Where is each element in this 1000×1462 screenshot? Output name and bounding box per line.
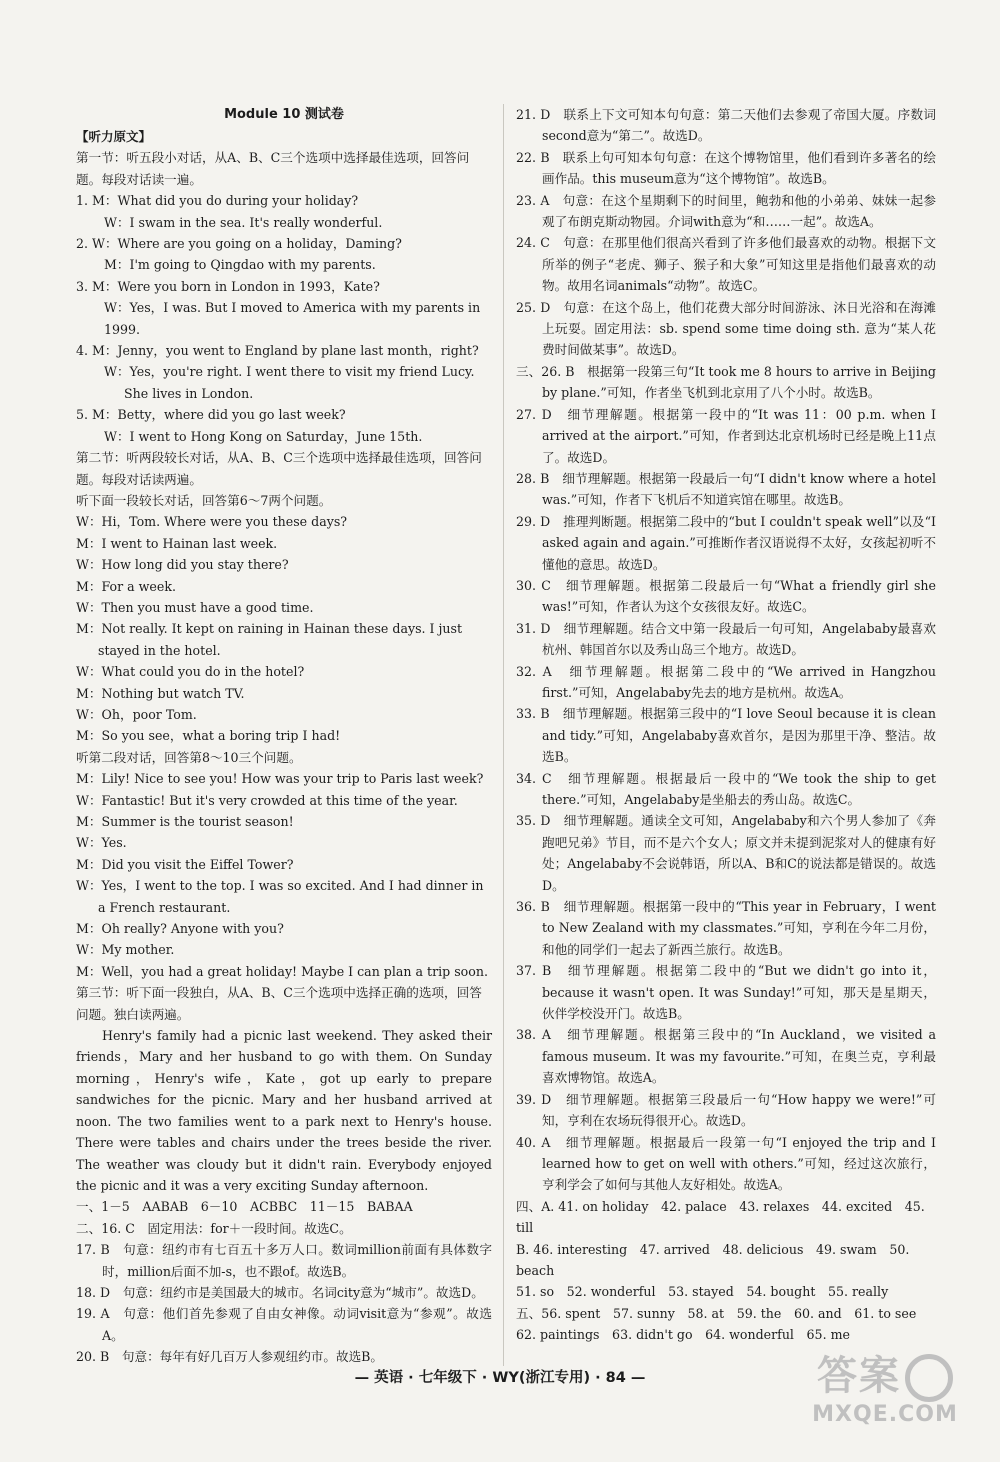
answer-item: 17. B 句意：纽约市有七百五十多万人口。数词million前面有具体数字时，million后面不加-s，也不跟of。故选B。 — [76, 1242, 492, 1279]
answers-section-1: 一、1－5 AABAB 6－10 ACBBC 11－15 BABAA — [76, 1199, 413, 1215]
answer-item: 21. D 联系上下文可知本句句意：第二天他们去参观了帝国大厦。序数词second意为“第二”。故选D。 — [516, 107, 936, 144]
dialogue-line: M：Summer is the tourist season! — [76, 814, 294, 829]
answer-item: 31. D 细节理解题。结合文中第一段最后一句可知，Angelababy最喜欢杭州、韩国首尔以及秀山岛三个地方。故选D。 — [516, 620, 936, 658]
dialogue-line: W：Yes，I went to the top. I was so excited. And I had dinner in a French restaurant. — [76, 878, 484, 915]
answer-item: 19. A 句意：他们首先参观了自由女神像。动词visit意为“参观”。故选A。 — [76, 1306, 492, 1343]
column-divider — [503, 104, 504, 1366]
dialogue-line: M：Oh really? Anyone with you? — [76, 921, 284, 937]
dialogue-line: M：Not really. It kept on raining in Hainan these days. I just stayed in the hotel. — [76, 621, 463, 658]
dialogue-line: W：Then you must have a good time. — [76, 599, 314, 615]
dialogue-line: W：I swam in the sea. It's really wonderful. — [104, 214, 383, 230]
answer-item: 38. A 细节理解题。根据第三段中的“In Auckland，we visited a famous museum. It was my favourite.”可知，在奥兰克，亨利最喜欢博物馆。故选A。 — [516, 1027, 936, 1086]
watermark-logo — [790, 1350, 980, 1448]
answer-item: 37. B 细节理解题。根据第二段中的“But we didn't go into it，because it wasn't open. It was Sunday!”可知，那天是星期天，伙伴学校没开门。故选B。 — [516, 963, 936, 1022]
answer-item: 二、16. C 固定用法：for＋一段时间。故选C。 — [76, 1220, 352, 1236]
watermark-url: MXQE.COM — [812, 1402, 958, 1427]
answer-item: 35. D 细节理解题。通读全文可知，Angelababy和六个男人参加了《奔跑吧兄弟》节目，而不是六个女人；原文并未提到泥浆对人的健康有好处；Angelababy不会说韩语，所以A、B和C的说法都是错误的。故选D。 — [516, 813, 936, 893]
answer-item: 23. A 句意：在这个星期剩下的时间里，鲍勃和他的小弟弟、妹妹一起参观了布朗克斯动物园。介词with意为“和……一起”。故选A。 — [516, 192, 936, 230]
left-column — [76, 104, 492, 1368]
answer-item: 33. B 细节理解题。根据第三段中的“I love Seoul because it is clean and tidy.”可知，Angelababy喜欢首尔，是因为那里干净、整洁。故选B。 — [516, 706, 936, 765]
instruction-2a: 听下面一段较长对话，回答第6～7两个问题。 — [76, 492, 332, 508]
answers-section-4b: B. 46. interesting 47. arrived 48. delicious 49. swam 50. beach — [516, 1241, 910, 1278]
answer-item: 三、26. B 根据第一段第三句“It took me 8 hours to arrive in Beijing by plane.”可知，作者坐飞机到北京用了八个小时。故选B。 — [516, 363, 936, 401]
dialogue-line: M：Did you visit the Eiffel Tower? — [76, 856, 294, 872]
dialogue-line: 5. M：Betty，where did you go last week? — [76, 407, 346, 423]
dialogue-line: W：How long did you stay there? — [76, 557, 289, 573]
dialogue-line: W：My mother. — [76, 942, 175, 958]
answers-section-4a: 四、A. 41. on holiday 42. palace 43. relaxes 44. excited 45. till — [516, 1198, 925, 1236]
answer-item: 29. D 推理判断题。根据第二段中的“but I couldn't speak well”以及“I asked again and again.”可推断作者汉语说得不太好，女孩起初听不懂他的意思。故选D。 — [516, 513, 936, 572]
dialogue-line: M：For a week. — [76, 578, 176, 594]
page-footer: — 英语 · 七年级下 · WY(浙江专用) · 84 — — [354, 1370, 646, 1386]
answer-item: 40. A 细节理解题。根据最后一段第一句“I enjoyed the trip and I learned how to get on well with others.”可知，经过这次旅行，亨利学会了如何与其他人友好相处。故选A。 — [516, 1134, 936, 1193]
dialogue-line: 2. W：Where are you going on a holiday，Daming? — [76, 236, 402, 252]
right-column — [516, 104, 936, 1346]
instruction-3: 第三节：听下面一段独白，从A、B、C三个选项中选择正确的选项，回答问题。独白读两遍。 — [76, 985, 482, 1022]
watermark-logo-text: 答案 — [790, 1350, 980, 1402]
instruction-2b: 听第二段对话，回答第8～10三个问题。 — [76, 749, 302, 765]
answer-item: 27. D 细节理解题。根据第一段中的“It was 11：00 p.m. when I arrived at the airport.”可知，作者到达北京机场时已经是晚上11点了。故选D。 — [516, 406, 936, 465]
dialogue-line: M：I'm going to Qingdao with my parents. — [104, 257, 376, 273]
dialogue-line: W：Yes. — [76, 835, 127, 851]
dialogue-line: M：So you see，what a boring trip I had! — [76, 728, 341, 744]
instruction-2: 第二节：听两段较长对话，从A、B、C三个选项中选择最佳选项，回答问题。每段对话读两遍。 — [76, 450, 482, 487]
answer-item: 24. C 句意：在那里他们很高兴看到了许多他们最喜欢的动物。根据下文所举的例子“老虎、狮子、猴子和大象”可知这里是指他们最喜欢的动物。故用名词animals“动物”。故选C。 — [516, 235, 936, 294]
answer-item: 34. C 细节理解题。根据最后一段中的“We took the ship to get there.”可知，Angelababy是坐船去的秀山岛。故选C。 — [516, 770, 936, 807]
dialogue-line: M：Well，you had a great holiday! Maybe I can plan a trip soon. — [76, 963, 488, 979]
section-heading: 【听力原文】 — [76, 129, 152, 144]
answer-item: 28. B 细节理解题。根据第一段最后一句“I didn't know where a hotel was.”可知，作者下飞机后不知道宾馆在哪里。故选B。 — [516, 470, 936, 508]
answer-item: 36. B 细节理解题。根据第一段中的“This year in February，I went to New Zealand with my classmates.”可知，亨利在今年二月份，和他的同学们一起去了新西兰旅行。故选B。 — [516, 899, 936, 957]
answer-item: 20. B 句意：每年有好几百万人参观纽约市。故选B。 — [76, 1349, 384, 1365]
answer-item: 18. D 句意：纽约市是美国最大的城市。名词city意为“城市”。故选D。 — [76, 1284, 484, 1300]
answers-section-5b: 62. paintings 63. didn't go 64. wonderful 65. me — [516, 1327, 850, 1343]
answer-item: 32. A 细节理解题。根据第二段中的“We arrived in Hangzhou first.”可知，Angelababy先去的地方是杭州。故选A。 — [516, 663, 936, 700]
monologue-paragraph: Henry's family had a picnic last weekend. They asked their friends，Mary and her husband to go with them. On Sunday morning，Henry's wife，Kate，got up early to prepare sandwiches for the picnic. Mary and her husband arrived at noon. The two families went to a park next to Henry's house. There were tables and chairs under the trees beside the river. The weather was cloudy but it didn't rain. Everybody enjoyed the picnic and it was a very exciting Sunday afternoon. — [76, 1028, 492, 1193]
dialogue-line: M：Lily! Nice to see you! How was your trip to Paris last week? — [76, 771, 484, 787]
dialogue-line: W：Yes，you're right. I went there to visit my friend Lucy. She lives in London. — [104, 364, 475, 401]
instruction-1: 第一节：听五段小对话，从A、B、C三个选项中选择最佳选项，回答问题。每段对话读一遍。 — [76, 150, 470, 187]
dialogue-line: M：I went to Hainan last week. — [76, 535, 278, 551]
dialogue-line: 1. M：What did you do during your holiday? — [76, 193, 359, 209]
answer-item: 39. D 细节理解题。根据第三段最后一句“How happy we were!”可知，亨利在农场玩得很开心。故选D。 — [516, 1091, 936, 1129]
page-title: Module 10 测试卷 — [224, 107, 344, 122]
dialogue-line: M：Nothing but watch TV. — [76, 685, 245, 701]
answer-item: 25. D 句意：在这个岛上，他们花费大部分时间游泳、沐日光浴和在海滩上玩耍。固定用法：sb. spend some time doing sth. 意为“某人花费时间做某事”。故选D。 — [516, 299, 936, 358]
answers-section-4c: 51. so 52. wonderful 53. stayed 54. bought 55. really — [516, 1284, 889, 1300]
dialogue-line: 4. M：Jenny，you went to England by plane last month，right? — [76, 343, 479, 359]
watermark-ring-icon — [905, 1354, 953, 1402]
dialogue-line: 3. M：Were you born in London in 1993，Kate? — [76, 278, 380, 294]
dialogue-line: W：What could you do in the hotel? — [76, 664, 305, 680]
dialogue-line: W：I went to Hong Kong on Saturday，June 15th. — [104, 428, 423, 444]
dialogue-line: W：Fantastic! But it's very crowded at this time of the year. — [76, 792, 458, 808]
dialogue-line: W：Hi，Tom. Where were you these days? — [76, 514, 348, 530]
dialogue-line: W：Oh，poor Tom. — [76, 706, 197, 722]
answer-item: 22. B 联系上句可知本句句意：在这个博物馆里，他们看到许多著名的绘画作品。this museum意为“这个博物馆”。故选B。 — [516, 149, 936, 187]
answer-item: 30. C 细节理解题。根据第二段最后一句“What a friendly girl she was!”可知，作者认为这个女孩很友好。故选C。 — [516, 577, 936, 615]
answers-section-5a: 五、56. spent 57. sunny 58. at 59. the 60. and 61. to see — [516, 1305, 917, 1321]
dialogue-line: W：Yes，I was. But I moved to America with my parents in 1999. — [104, 300, 481, 337]
